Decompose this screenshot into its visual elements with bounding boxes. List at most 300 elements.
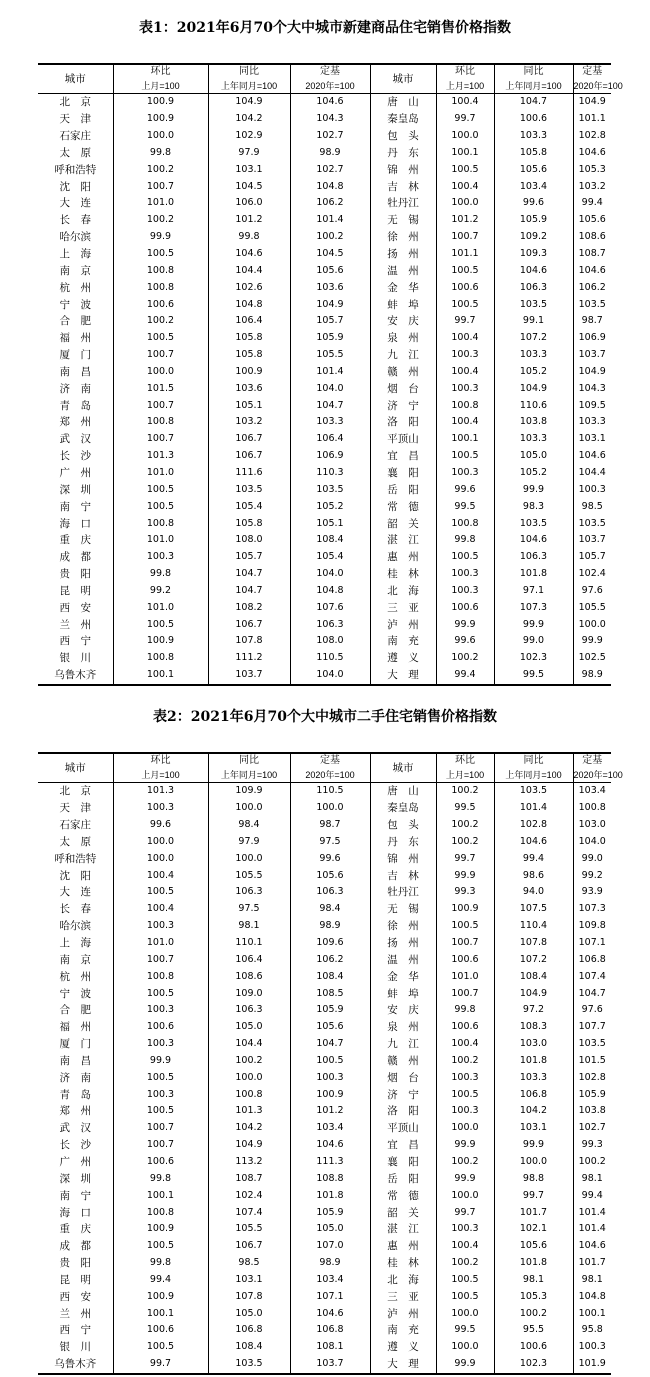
table-row [38, 1221, 611, 1238]
mom-index: 99.9 [436, 867, 494, 884]
table-row [38, 901, 611, 918]
yoy-index: 107.3 [494, 599, 573, 616]
yoy-index: 106.3 [208, 884, 290, 901]
city-name: 厦 门 [59, 349, 91, 362]
yoy-index: 100.8 [208, 1086, 290, 1103]
city-name: 西 宁 [59, 1324, 91, 1337]
base-index: 101.4 [573, 1204, 611, 1221]
mom-index: 99.8 [436, 532, 494, 549]
city-name: 唐 山 [370, 94, 436, 111]
city-name: 长 沙 [59, 450, 91, 463]
table-row [38, 1120, 611, 1137]
yoy-index: 105.7 [208, 549, 290, 566]
yoy-index: 103.1 [208, 161, 290, 178]
header-mom-sub: 上月=100 [113, 79, 208, 94]
mom-index: 100.6 [113, 296, 208, 313]
mom-index: 100.8 [113, 968, 208, 985]
base-index: 101.4 [573, 1221, 611, 1238]
mom-index: 100.2 [436, 1255, 494, 1272]
city-name: 三 亚 [370, 1288, 436, 1305]
header-city: 城市 [370, 64, 436, 94]
yoy-index: 100.0 [494, 1154, 573, 1171]
mom-index: 99.8 [436, 1002, 494, 1019]
mom-index: 100.6 [436, 1019, 494, 1036]
mom-index: 100.5 [436, 918, 494, 935]
mom-index: 99.7 [113, 1356, 208, 1374]
base-index: 104.5 [290, 246, 370, 263]
base-index: 109.5 [573, 397, 611, 414]
base-index: 93.9 [573, 884, 611, 901]
yoy-index: 102.3 [494, 1356, 573, 1374]
yoy-index: 106.4 [208, 951, 290, 968]
city-name: 牡丹江 [370, 195, 436, 212]
city-name: 厦 门 [59, 1038, 91, 1051]
table-header [38, 64, 623, 94]
base-index: 108.4 [290, 968, 370, 985]
base-index: 100.9 [290, 1086, 370, 1103]
new-housing-price-table [38, 63, 623, 686]
city-name: 无 锡 [370, 212, 436, 229]
city-name: 广 州 [59, 466, 91, 479]
yoy-index: 98.6 [494, 867, 573, 884]
yoy-index: 102.9 [208, 128, 290, 145]
yoy-index: 106.7 [208, 1238, 290, 1255]
base-index: 109.8 [573, 918, 611, 935]
mom-index: 99.6 [436, 633, 494, 650]
yoy-index: 97.1 [494, 582, 573, 599]
mom-index: 100.5 [113, 498, 208, 515]
base-index: 104.4 [573, 465, 611, 482]
table-row [38, 1103, 611, 1120]
table-row [38, 94, 611, 111]
mom-index: 100.5 [436, 448, 494, 465]
mom-index: 100.5 [113, 1069, 208, 1086]
yoy-index: 99.9 [494, 481, 573, 498]
mom-index: 100.8 [113, 279, 208, 296]
mom-index: 101.1 [436, 246, 494, 263]
table-row [38, 1053, 611, 1070]
table-row [38, 951, 611, 968]
city-name: 平顶山 [370, 1120, 436, 1137]
yoy-index: 108.4 [208, 1339, 290, 1356]
city-name: 重 庆 [59, 534, 91, 547]
header-mom: 环比 [113, 64, 208, 79]
mom-index: 99.8 [113, 1170, 208, 1187]
yoy-index: 109.3 [494, 246, 573, 263]
base-index: 104.6 [573, 1238, 611, 1255]
mom-index: 100.0 [436, 1187, 494, 1204]
mom-index: 100.5 [113, 1103, 208, 1120]
city-name: 赣 州 [370, 1053, 436, 1070]
city-name: 石家庄 [59, 819, 91, 832]
base-index: 102.7 [290, 128, 370, 145]
resale-housing-price-table [38, 752, 623, 1375]
yoy-index: 108.0 [208, 532, 290, 549]
city-name: 无 锡 [370, 901, 436, 918]
city-name: 泸 州 [370, 1305, 436, 1322]
base-index: 107.7 [573, 1019, 611, 1036]
table-row [38, 313, 611, 330]
city-name: 烟 台 [370, 380, 436, 397]
base-index: 103.4 [290, 1120, 370, 1137]
base-index: 104.8 [290, 178, 370, 195]
mom-index: 100.4 [436, 1036, 494, 1053]
city-name: 郑 州 [59, 1105, 91, 1118]
yoy-index: 101.8 [494, 1053, 573, 1070]
city-name: 乌鲁木齐 [38, 1356, 113, 1374]
table-row [38, 1271, 611, 1288]
table-row [38, 229, 611, 246]
city-name: 北 海 [370, 582, 436, 599]
base-index: 95.8 [573, 1322, 611, 1339]
base-index: 104.8 [573, 1288, 611, 1305]
mom-index: 100.4 [436, 178, 494, 195]
mom-index: 100.1 [113, 667, 208, 685]
mom-index: 100.5 [436, 1288, 494, 1305]
yoy-index: 103.5 [494, 515, 573, 532]
yoy-index: 100.2 [208, 1053, 290, 1070]
base-index: 105.9 [290, 1204, 370, 1221]
mom-index: 100.2 [436, 1154, 494, 1171]
city-name: 沈 阳 [59, 869, 91, 882]
base-index: 104.3 [290, 111, 370, 128]
mom-index: 100.7 [113, 178, 208, 195]
base-index: 102.8 [573, 1069, 611, 1086]
yoy-index: 104.9 [208, 1137, 290, 1154]
mom-index: 100.7 [436, 935, 494, 952]
table-row [38, 111, 611, 128]
mom-index: 100.3 [436, 566, 494, 583]
city-name: 大 连 [59, 197, 91, 210]
mom-index: 100.4 [436, 94, 494, 111]
table-row [38, 817, 611, 834]
city-name: 金 华 [370, 968, 436, 985]
base-index: 98.1 [573, 1271, 611, 1288]
header-mom: 环比 [436, 753, 494, 768]
yoy-index: 104.9 [494, 985, 573, 1002]
mom-index: 101.0 [113, 532, 208, 549]
mom-index: 101.2 [436, 212, 494, 229]
yoy-index: 103.0 [494, 1036, 573, 1053]
base-index: 98.5 [573, 498, 611, 515]
city-name: 福 州 [59, 332, 91, 345]
yoy-index: 113.2 [208, 1154, 290, 1171]
city-name: 贵 阳 [59, 1257, 91, 1270]
yoy-index: 97.9 [208, 834, 290, 851]
yoy-index: 104.6 [494, 834, 573, 851]
yoy-index: 104.7 [208, 582, 290, 599]
yoy-index: 106.7 [208, 616, 290, 633]
yoy-index: 110.1 [208, 935, 290, 952]
base-index: 103.7 [290, 1356, 370, 1374]
city-name: 重 庆 [59, 1223, 91, 1236]
city-name: 韶 关 [370, 515, 436, 532]
header-yoy-sub: 上年同月=100 [208, 79, 290, 94]
base-index: 105.9 [290, 330, 370, 347]
table-row [38, 1002, 611, 1019]
base-index: 102.4 [573, 566, 611, 583]
mom-index: 101.3 [113, 783, 208, 800]
yoy-index: 106.3 [208, 1002, 290, 1019]
base-index: 98.9 [290, 145, 370, 162]
mom-index: 100.0 [436, 128, 494, 145]
yoy-index: 105.2 [494, 364, 573, 381]
yoy-index: 104.2 [208, 1120, 290, 1137]
city-name: 南 京 [59, 264, 91, 277]
mom-index: 101.5 [113, 380, 208, 397]
table-row [38, 616, 611, 633]
yoy-index: 106.7 [208, 448, 290, 465]
mom-index: 99.9 [113, 1053, 208, 1070]
city-name: 大 理 [370, 667, 436, 685]
table-row [38, 128, 611, 145]
mom-index: 100.1 [113, 1187, 208, 1204]
table-row [38, 1086, 611, 1103]
mom-index: 100.8 [436, 397, 494, 414]
yoy-index: 99.9 [494, 616, 573, 633]
table-row [38, 884, 611, 901]
yoy-index: 105.9 [494, 212, 573, 229]
table-row [38, 1238, 611, 1255]
city-name: 安 庆 [370, 313, 436, 330]
base-index: 98.9 [573, 667, 611, 685]
yoy-index: 98.1 [208, 918, 290, 935]
base-index: 103.2 [573, 178, 611, 195]
base-index: 106.9 [290, 448, 370, 465]
header-base: 定基 [290, 753, 370, 768]
city-name: 温 州 [370, 951, 436, 968]
yoy-index: 101.8 [494, 566, 573, 583]
city-name: 襄 阳 [370, 465, 436, 482]
table-row [38, 985, 611, 1002]
mom-index: 100.3 [113, 1086, 208, 1103]
base-index: 101.4 [290, 364, 370, 381]
city-name: 三 亚 [370, 599, 436, 616]
mom-index: 100.3 [113, 549, 208, 566]
mom-index: 99.8 [113, 145, 208, 162]
mom-index: 100.7 [113, 951, 208, 968]
yoy-index: 107.8 [494, 935, 573, 952]
table-row [38, 145, 611, 162]
mom-index: 100.0 [436, 1120, 494, 1137]
table-row [38, 1356, 611, 1374]
table-row [38, 532, 611, 549]
mom-index: 100.5 [113, 1339, 208, 1356]
mom-index: 100.2 [436, 817, 494, 834]
mom-index: 100.5 [113, 246, 208, 263]
mom-index: 99.4 [436, 667, 494, 685]
base-index: 106.2 [290, 951, 370, 968]
mom-index: 100.5 [436, 262, 494, 279]
mom-index: 100.3 [113, 800, 208, 817]
base-index: 108.7 [573, 246, 611, 263]
city-name: 哈尔滨 [59, 231, 91, 244]
mom-index: 100.8 [113, 262, 208, 279]
mom-index: 100.7 [436, 229, 494, 246]
base-index: 99.6 [290, 850, 370, 867]
base-index: 101.1 [573, 111, 611, 128]
base-index: 107.6 [290, 599, 370, 616]
yoy-index: 105.8 [494, 145, 573, 162]
mom-index: 99.5 [436, 498, 494, 515]
yoy-index: 110.6 [494, 397, 573, 414]
header-yoy-sub: 上年同月=100 [208, 768, 290, 783]
table-row [38, 918, 611, 935]
base-index: 98.1 [573, 1170, 611, 1187]
mom-index: 99.4 [113, 1271, 208, 1288]
city-name: 天 津 [59, 802, 91, 815]
header-mom: 环比 [113, 753, 208, 768]
mom-index: 99.7 [436, 1204, 494, 1221]
city-name: 太 原 [59, 835, 91, 848]
base-index: 102.7 [573, 1120, 611, 1137]
mom-index: 100.5 [113, 884, 208, 901]
base-index: 101.4 [290, 212, 370, 229]
yoy-index: 100.6 [494, 1339, 573, 1356]
base-index: 108.4 [290, 532, 370, 549]
mom-index: 100.7 [113, 397, 208, 414]
city-name: 徐 州 [370, 229, 436, 246]
yoy-index: 103.5 [494, 296, 573, 313]
city-name: 岳 阳 [370, 481, 436, 498]
mom-index: 99.5 [436, 1322, 494, 1339]
table-row [38, 431, 611, 448]
mom-index: 100.0 [113, 850, 208, 867]
yoy-index: 108.2 [208, 599, 290, 616]
city-name: 遵 义 [370, 1339, 436, 1356]
base-index: 103.0 [573, 817, 611, 834]
base-index: 103.5 [573, 1036, 611, 1053]
table-header [38, 753, 623, 783]
header-yoy: 同比 [208, 64, 290, 79]
base-index: 104.0 [290, 566, 370, 583]
yoy-index: 107.2 [494, 951, 573, 968]
table-row [38, 1036, 611, 1053]
city-name: 九 江 [370, 1036, 436, 1053]
base-index: 100.8 [573, 800, 611, 817]
city-name: 九 江 [370, 347, 436, 364]
mom-index: 100.7 [113, 1137, 208, 1154]
mom-index: 100.8 [113, 414, 208, 431]
city-name: 宁 波 [59, 987, 91, 1000]
city-name: 南 宁 [59, 500, 91, 513]
yoy-index: 105.1 [208, 397, 290, 414]
table-row [38, 1154, 611, 1171]
table-row [38, 582, 611, 599]
mom-index: 100.9 [113, 111, 208, 128]
yoy-index: 106.0 [208, 195, 290, 212]
city-name: 岳 阳 [370, 1170, 436, 1187]
mom-index: 100.5 [436, 1086, 494, 1103]
city-name: 杭 州 [59, 281, 91, 294]
city-name: 成 都 [59, 1240, 91, 1253]
city-name: 唐 山 [370, 783, 436, 800]
mom-index: 100.3 [436, 465, 494, 482]
mom-index: 100.3 [113, 918, 208, 935]
yoy-index: 107.8 [208, 1288, 290, 1305]
base-index: 99.4 [573, 195, 611, 212]
base-index: 100.0 [290, 800, 370, 817]
table-row [38, 414, 611, 431]
city-name: 秦皇岛 [370, 111, 436, 128]
mom-index: 100.3 [436, 347, 494, 364]
yoy-index: 105.2 [494, 465, 573, 482]
table-row [38, 1322, 611, 1339]
yoy-index: 103.4 [494, 178, 573, 195]
yoy-index: 101.4 [494, 800, 573, 817]
yoy-index: 108.3 [494, 1019, 573, 1036]
yoy-index: 103.2 [208, 414, 290, 431]
yoy-index: 104.9 [208, 94, 290, 111]
yoy-index: 105.0 [208, 1305, 290, 1322]
yoy-index: 99.7 [494, 1187, 573, 1204]
city-name: 宜 昌 [370, 448, 436, 465]
base-index: 100.1 [573, 1305, 611, 1322]
yoy-index: 99.1 [494, 313, 573, 330]
base-index: 107.1 [573, 935, 611, 952]
base-index: 98.7 [573, 313, 611, 330]
table-row [38, 549, 611, 566]
city-name: 南 昌 [59, 1054, 91, 1067]
mom-index: 99.7 [436, 111, 494, 128]
header-mom: 环比 [436, 64, 494, 79]
mom-index: 100.4 [113, 901, 208, 918]
city-name: 宜 昌 [370, 1137, 436, 1154]
city-name: 哈尔滨 [59, 920, 91, 933]
base-index: 107.1 [290, 1288, 370, 1305]
yoy-index: 104.5 [208, 178, 290, 195]
base-index: 103.7 [573, 347, 611, 364]
city-name: 牡丹江 [370, 884, 436, 901]
yoy-index: 94.0 [494, 884, 573, 901]
table-row [38, 212, 611, 229]
city-name: 平顶山 [370, 431, 436, 448]
table-row [38, 667, 611, 685]
base-index: 105.7 [290, 313, 370, 330]
yoy-index: 105.4 [208, 498, 290, 515]
base-index: 104.6 [573, 262, 611, 279]
base-index: 103.4 [290, 1271, 370, 1288]
city-name: 桂 林 [370, 566, 436, 583]
city-name: 襄 阳 [370, 1154, 436, 1171]
base-index: 100.2 [573, 1154, 611, 1171]
mom-index: 100.5 [436, 1271, 494, 1288]
mom-index: 99.2 [113, 582, 208, 599]
mom-index: 100.5 [436, 296, 494, 313]
base-index: 108.6 [573, 229, 611, 246]
base-index: 107.4 [573, 968, 611, 985]
city-name: 石家庄 [59, 130, 91, 143]
city-name: 海 口 [59, 1206, 91, 1219]
header-yoy: 同比 [494, 64, 573, 79]
yoy-index: 105.0 [208, 1019, 290, 1036]
yoy-index: 103.3 [494, 128, 573, 145]
yoy-index: 100.0 [208, 850, 290, 867]
city-name: 成 都 [59, 551, 91, 564]
mom-index: 100.8 [113, 515, 208, 532]
base-index: 100.3 [573, 481, 611, 498]
mom-index: 100.0 [436, 1305, 494, 1322]
mom-index: 100.2 [436, 783, 494, 800]
mom-index: 100.3 [436, 1069, 494, 1086]
yoy-index: 103.5 [494, 783, 573, 800]
yoy-index: 99.9 [494, 1137, 573, 1154]
yoy-index: 101.7 [494, 1204, 573, 1221]
city-name: 青 岛 [59, 1088, 91, 1101]
city-name: 兰 州 [59, 1307, 91, 1320]
yoy-index: 105.6 [494, 161, 573, 178]
city-name: 长 沙 [59, 1139, 91, 1152]
